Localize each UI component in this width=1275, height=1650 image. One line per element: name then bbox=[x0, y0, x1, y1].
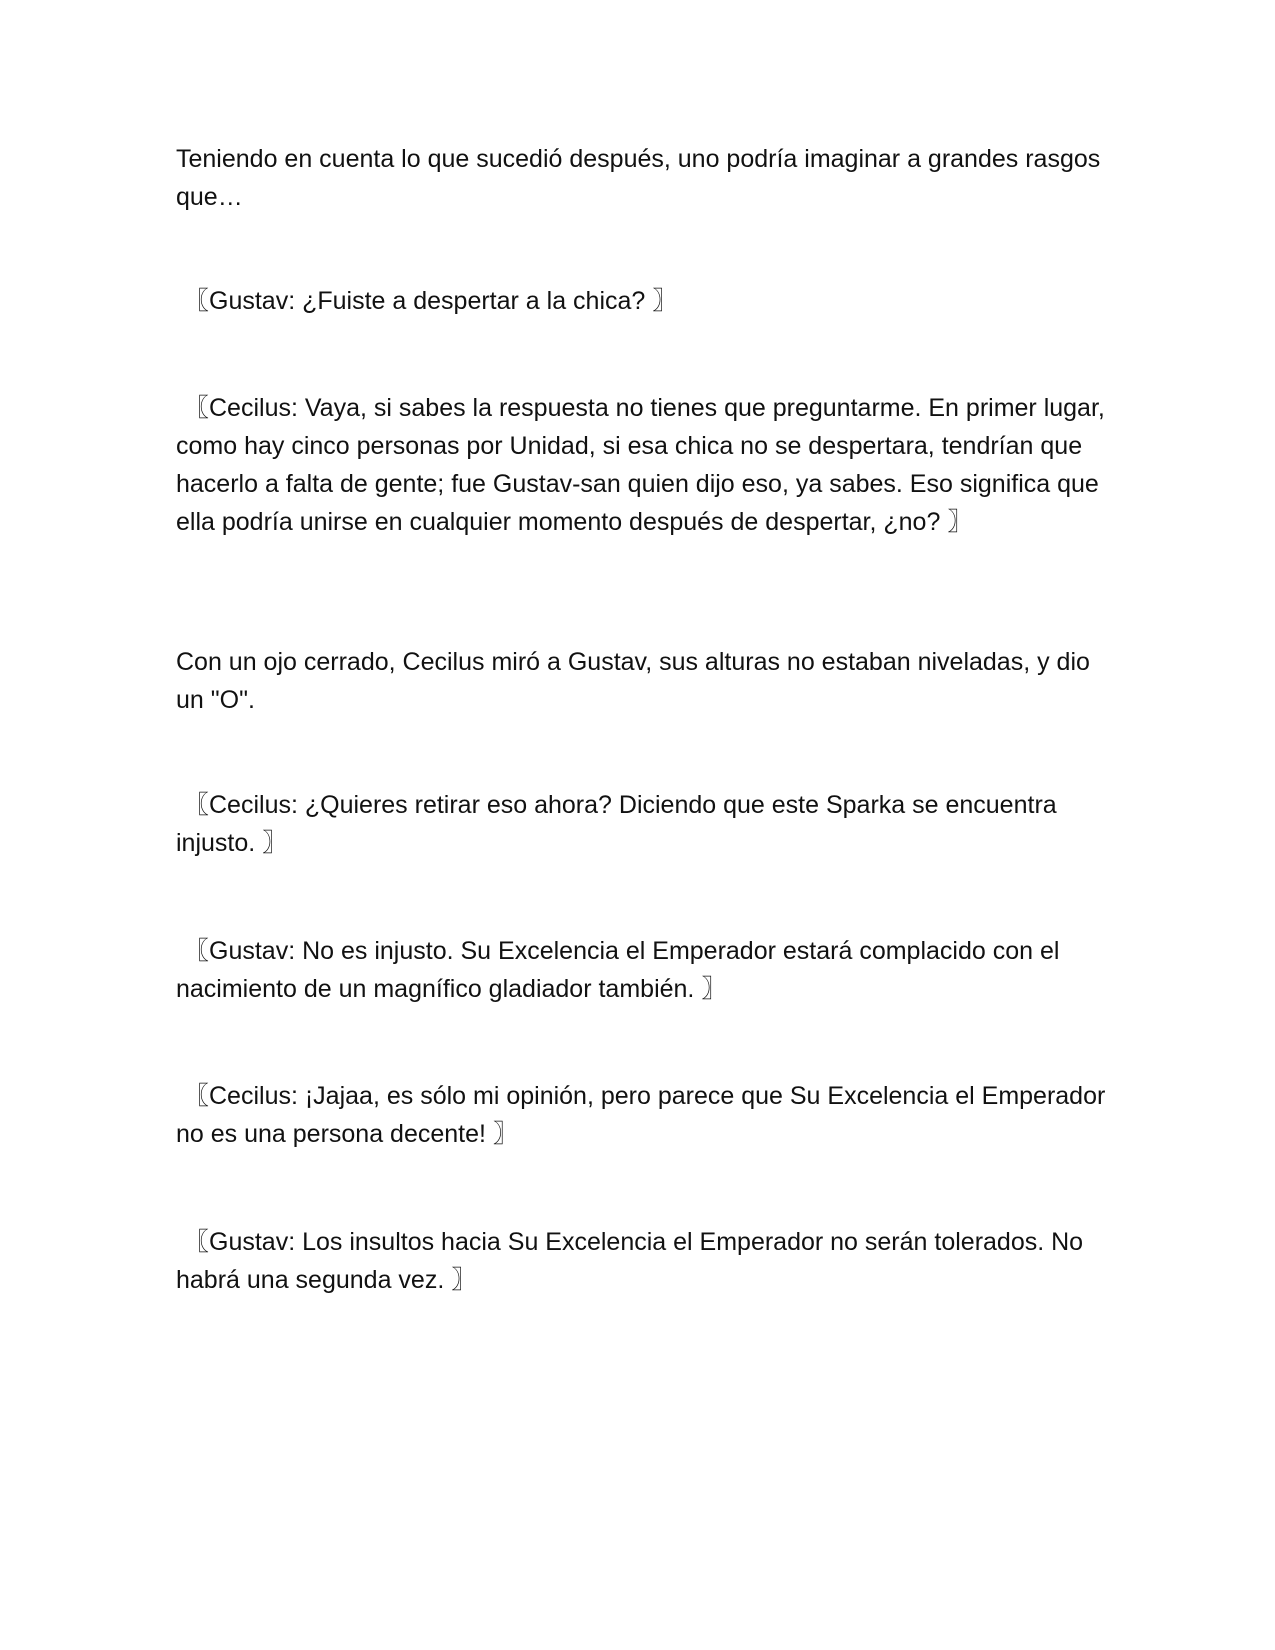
dialogue-gustav-3: 〖Gustav: Los insultos hacia Su Excelencia el Emperador no serán tolerados. No habrá una segunda vez. 〗 bbox=[176, 1228, 1084, 1294]
dialogue-gustav-1: 〖Gustav: ¿Fuiste a despertar a la chica? 〗 bbox=[184, 287, 678, 315]
narration-paragraph: Teniendo en cuenta lo que sucedió después, uno podría imaginar a grandes rasgos que… bbox=[176, 145, 1101, 211]
narration-paragraph-2: Con un ojo cerrado, Cecilus miró a Gustav, sus alturas no estaban niveladas, y dio un "O". bbox=[176, 648, 1090, 714]
dialogue-cecilus-3: 〖Cecilus: ¡Jajaa, es sólo mi opinión, pero parece que Su Excelencia el Emperador no es una persona decente! 〗 bbox=[176, 1082, 1106, 1148]
dialogue-cecilus-2: 〖Cecilus: ¿Quieres retirar eso ahora? Diciendo que este Sparka se encuentra injusto. 〗 bbox=[176, 791, 1057, 857]
dialogue-gustav-2: 〖Gustav: No es injusto. Su Excelencia el Emperador estará complacido con el nacimiento de un magnífico gladiador también. 〗 bbox=[176, 937, 1060, 1003]
dialogue-cecilus-1: 〖Cecilus: Vaya, si sabes la respuesta no tienes que preguntarme. En primer lugar, como hay cinco personas por Unidad, si esa chica no se despertara, tendrían que hacerlo a falta de gente; fue Gustav-san quien dijo eso, ya sabes. Eso significa que ella podría unirse en cualquier momento después de despertar, ¿no? 〗 bbox=[176, 394, 1105, 536]
